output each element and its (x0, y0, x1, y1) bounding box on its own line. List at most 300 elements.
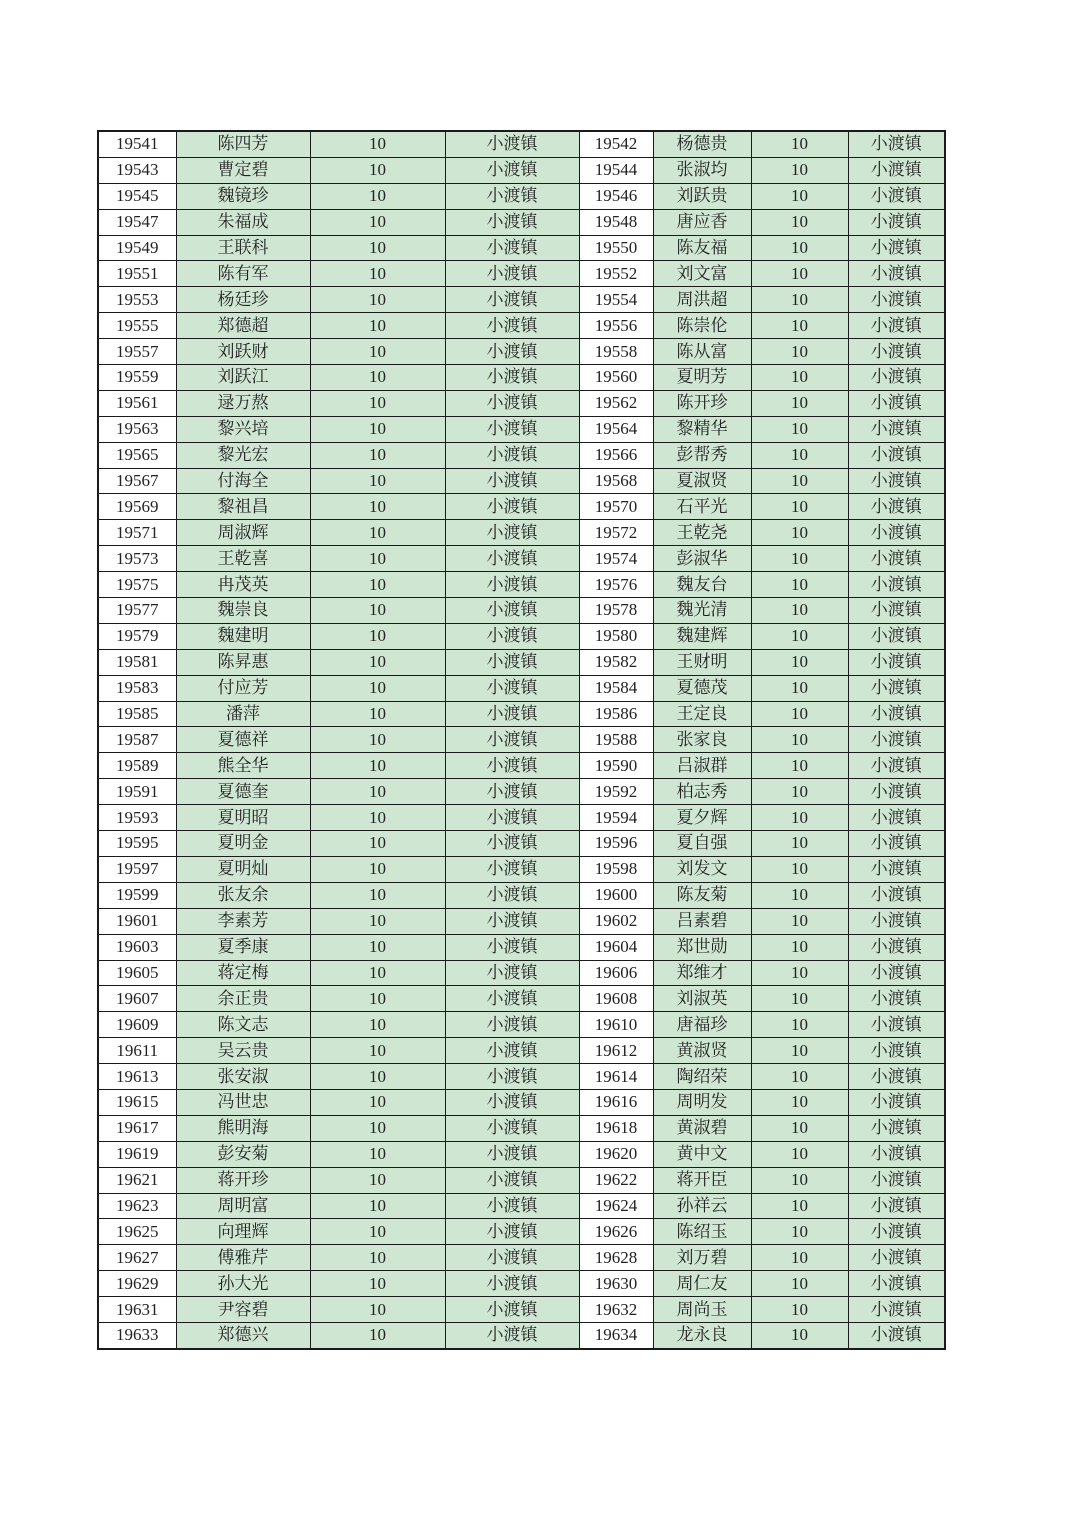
left-amount-cell: 10 (310, 934, 445, 960)
left-town-cell: 小渡镇 (445, 1245, 579, 1271)
right-town-cell: 小渡镇 (848, 1297, 945, 1323)
left-name-cell: 陈昇惠 (176, 649, 310, 675)
left-name-cell: 蒋开珍 (176, 1167, 310, 1193)
right-id-cell: 19600 (579, 882, 653, 908)
right-town-cell: 小渡镇 (848, 623, 945, 649)
right-name-cell: 魏建辉 (653, 623, 751, 649)
right-name-cell: 黎精华 (653, 416, 751, 442)
left-id-cell: 19563 (98, 416, 176, 442)
left-town-cell: 小渡镇 (445, 701, 579, 727)
table-row (98, 261, 945, 287)
right-name-cell: 郑维才 (653, 960, 751, 986)
right-id-cell: 19568 (579, 468, 653, 494)
left-amount-cell: 10 (310, 1012, 445, 1038)
right-name-cell: 陈从富 (653, 339, 751, 365)
left-amount-cell: 10 (310, 753, 445, 779)
left-amount-cell: 10 (310, 494, 445, 520)
left-amount-cell: 10 (310, 960, 445, 986)
left-town-cell: 小渡镇 (445, 261, 579, 287)
left-id-cell: 19567 (98, 468, 176, 494)
right-amount-cell: 10 (751, 1297, 848, 1323)
left-id-cell: 19543 (98, 157, 176, 183)
left-id-cell: 19553 (98, 287, 176, 313)
right-name-cell: 彭帮秀 (653, 442, 751, 468)
right-name-cell: 唐应香 (653, 209, 751, 235)
left-id-cell: 19619 (98, 1141, 176, 1167)
left-town-cell: 小渡镇 (445, 131, 579, 157)
left-id-cell: 19577 (98, 598, 176, 624)
right-id-cell: 19552 (579, 261, 653, 287)
right-name-cell: 陈友菊 (653, 882, 751, 908)
right-amount-cell: 10 (751, 1219, 848, 1245)
right-amount-cell: 10 (751, 649, 848, 675)
right-amount-cell: 10 (751, 701, 848, 727)
right-town-cell: 小渡镇 (848, 1089, 945, 1115)
right-amount-cell: 10 (751, 1012, 848, 1038)
left-town-cell: 小渡镇 (445, 416, 579, 442)
table-row (98, 1245, 945, 1271)
right-name-cell: 陶绍荣 (653, 1064, 751, 1090)
left-town-cell: 小渡镇 (445, 157, 579, 183)
left-name-cell: 孙大光 (176, 1271, 310, 1297)
right-town-cell: 小渡镇 (848, 261, 945, 287)
left-name-cell: 陈有军 (176, 261, 310, 287)
left-name-cell: 夏明金 (176, 831, 310, 857)
left-name-cell: 蒋定梅 (176, 960, 310, 986)
right-id-cell: 19556 (579, 313, 653, 339)
right-id-cell: 19618 (579, 1115, 653, 1141)
table-row (98, 1012, 945, 1038)
right-amount-cell: 10 (751, 960, 848, 986)
right-name-cell: 柏志秀 (653, 779, 751, 805)
left-id-cell: 19587 (98, 727, 176, 753)
right-id-cell: 19548 (579, 209, 653, 235)
left-amount-cell: 10 (310, 598, 445, 624)
right-name-cell: 周仁友 (653, 1271, 751, 1297)
table-row (98, 727, 945, 753)
left-name-cell: 彭安菊 (176, 1141, 310, 1167)
left-town-cell: 小渡镇 (445, 572, 579, 598)
right-id-cell: 19596 (579, 831, 653, 857)
left-name-cell: 刘跃江 (176, 365, 310, 391)
right-id-cell: 19612 (579, 1038, 653, 1064)
left-town-cell: 小渡镇 (445, 1271, 579, 1297)
left-amount-cell: 10 (310, 1297, 445, 1323)
left-name-cell: 熊明海 (176, 1115, 310, 1141)
right-id-cell: 19580 (579, 623, 653, 649)
right-amount-cell: 10 (751, 1064, 848, 1090)
right-name-cell: 孙祥云 (653, 1193, 751, 1219)
left-id-cell: 19613 (98, 1064, 176, 1090)
left-name-cell: 黎兴培 (176, 416, 310, 442)
table-row (98, 339, 945, 365)
left-town-cell: 小渡镇 (445, 313, 579, 339)
left-town-cell: 小渡镇 (445, 856, 579, 882)
right-town-cell: 小渡镇 (848, 649, 945, 675)
right-name-cell: 陈崇伦 (653, 313, 751, 339)
right-town-cell: 小渡镇 (848, 1038, 945, 1064)
left-id-cell: 19571 (98, 520, 176, 546)
right-town-cell: 小渡镇 (848, 1193, 945, 1219)
left-town-cell: 小渡镇 (445, 183, 579, 209)
left-name-cell: 周明富 (176, 1193, 310, 1219)
right-town-cell: 小渡镇 (848, 1141, 945, 1167)
right-amount-cell: 10 (751, 546, 848, 572)
right-amount-cell: 10 (751, 1038, 848, 1064)
left-name-cell: 逯万熬 (176, 390, 310, 416)
right-name-cell: 陈友福 (653, 235, 751, 261)
left-name-cell: 陈四芳 (176, 131, 310, 157)
left-amount-cell: 10 (310, 390, 445, 416)
left-name-cell: 周淑辉 (176, 520, 310, 546)
left-amount-cell: 10 (310, 416, 445, 442)
right-id-cell: 19630 (579, 1271, 653, 1297)
left-amount-cell: 10 (310, 339, 445, 365)
left-id-cell: 19603 (98, 934, 176, 960)
right-amount-cell: 10 (751, 779, 848, 805)
left-id-cell: 19589 (98, 753, 176, 779)
table-row (98, 753, 945, 779)
left-town-cell: 小渡镇 (445, 598, 579, 624)
right-amount-cell: 10 (751, 1115, 848, 1141)
left-id-cell: 19625 (98, 1219, 176, 1245)
right-id-cell: 19614 (579, 1064, 653, 1090)
left-name-cell: 付应芳 (176, 675, 310, 701)
right-amount-cell: 10 (751, 442, 848, 468)
right-id-cell: 19602 (579, 908, 653, 934)
table-row (98, 494, 945, 520)
left-id-cell: 19615 (98, 1089, 176, 1115)
left-id-cell: 19609 (98, 1012, 176, 1038)
right-amount-cell: 10 (751, 753, 848, 779)
right-town-cell: 小渡镇 (848, 494, 945, 520)
right-name-cell: 石平光 (653, 494, 751, 520)
left-amount-cell: 10 (310, 1115, 445, 1141)
left-amount-cell: 10 (310, 1167, 445, 1193)
left-name-cell: 付海全 (176, 468, 310, 494)
table-row (98, 1141, 945, 1167)
right-name-cell: 陈绍玉 (653, 1219, 751, 1245)
table-row (98, 209, 945, 235)
left-town-cell: 小渡镇 (445, 1115, 579, 1141)
left-id-cell: 19561 (98, 390, 176, 416)
right-name-cell: 魏光清 (653, 598, 751, 624)
right-amount-cell: 10 (751, 1193, 848, 1219)
left-amount-cell: 10 (310, 727, 445, 753)
table-row (98, 960, 945, 986)
left-town-cell: 小渡镇 (445, 960, 579, 986)
left-name-cell: 余正贵 (176, 986, 310, 1012)
table-row (98, 1089, 945, 1115)
left-town-cell: 小渡镇 (445, 805, 579, 831)
table-row (98, 1038, 945, 1064)
right-town-cell: 小渡镇 (848, 598, 945, 624)
left-id-cell: 19545 (98, 183, 176, 209)
left-id-cell: 19597 (98, 856, 176, 882)
right-id-cell: 19586 (579, 701, 653, 727)
left-id-cell: 19601 (98, 908, 176, 934)
right-id-cell: 19554 (579, 287, 653, 313)
table-row (98, 1115, 945, 1141)
left-id-cell: 19581 (98, 649, 176, 675)
left-amount-cell: 10 (310, 261, 445, 287)
right-amount-cell: 10 (751, 339, 848, 365)
right-id-cell: 19584 (579, 675, 653, 701)
right-name-cell: 彭淑华 (653, 546, 751, 572)
left-town-cell: 小渡镇 (445, 1193, 579, 1219)
left-town-cell: 小渡镇 (445, 235, 579, 261)
left-town-cell: 小渡镇 (445, 494, 579, 520)
right-id-cell: 19628 (579, 1245, 653, 1271)
left-id-cell: 19579 (98, 623, 176, 649)
left-id-cell: 19555 (98, 313, 176, 339)
right-id-cell: 19542 (579, 131, 653, 157)
table-row (98, 546, 945, 572)
left-amount-cell: 10 (310, 1193, 445, 1219)
right-id-cell: 19560 (579, 365, 653, 391)
right-town-cell: 小渡镇 (848, 1167, 945, 1193)
table-row (98, 908, 945, 934)
right-amount-cell: 10 (751, 1089, 848, 1115)
right-town-cell: 小渡镇 (848, 701, 945, 727)
left-id-cell: 19573 (98, 546, 176, 572)
right-town-cell: 小渡镇 (848, 209, 945, 235)
right-amount-cell: 10 (751, 183, 848, 209)
left-id-cell: 19583 (98, 675, 176, 701)
table-body (98, 131, 945, 1349)
left-amount-cell: 10 (310, 131, 445, 157)
right-town-cell: 小渡镇 (848, 1012, 945, 1038)
right-amount-cell: 10 (751, 623, 848, 649)
right-name-cell: 刘发文 (653, 856, 751, 882)
left-name-cell: 向理辉 (176, 1219, 310, 1245)
left-id-cell: 19631 (98, 1297, 176, 1323)
right-amount-cell: 10 (751, 520, 848, 546)
left-town-cell: 小渡镇 (445, 1219, 579, 1245)
right-id-cell: 19574 (579, 546, 653, 572)
table-row (98, 235, 945, 261)
right-amount-cell: 10 (751, 468, 848, 494)
table-row (98, 157, 945, 183)
left-town-cell: 小渡镇 (445, 623, 579, 649)
right-id-cell: 19604 (579, 934, 653, 960)
left-name-cell: 魏建明 (176, 623, 310, 649)
table-row (98, 520, 945, 546)
right-name-cell: 夏自强 (653, 831, 751, 857)
left-name-cell: 曹定碧 (176, 157, 310, 183)
right-town-cell: 小渡镇 (848, 934, 945, 960)
left-amount-cell: 10 (310, 623, 445, 649)
left-name-cell: 郑德超 (176, 313, 310, 339)
left-town-cell: 小渡镇 (445, 1012, 579, 1038)
left-name-cell: 张友余 (176, 882, 310, 908)
left-id-cell: 19627 (98, 1245, 176, 1271)
left-id-cell: 19593 (98, 805, 176, 831)
right-town-cell: 小渡镇 (848, 1322, 945, 1348)
right-id-cell: 19544 (579, 157, 653, 183)
table-row (98, 623, 945, 649)
right-id-cell: 19592 (579, 779, 653, 805)
left-id-cell: 19633 (98, 1322, 176, 1348)
left-amount-cell: 10 (310, 831, 445, 857)
left-id-cell: 19595 (98, 831, 176, 857)
left-amount-cell: 10 (310, 313, 445, 339)
table-row (98, 934, 945, 960)
right-town-cell: 小渡镇 (848, 986, 945, 1012)
right-id-cell: 19634 (579, 1322, 653, 1348)
left-name-cell: 夏明昭 (176, 805, 310, 831)
left-amount-cell: 10 (310, 287, 445, 313)
left-name-cell: 李素芳 (176, 908, 310, 934)
left-town-cell: 小渡镇 (445, 287, 579, 313)
right-name-cell: 张家良 (653, 727, 751, 753)
table-row (98, 675, 945, 701)
right-id-cell: 19570 (579, 494, 653, 520)
left-amount-cell: 10 (310, 805, 445, 831)
table-row (98, 882, 945, 908)
left-town-cell: 小渡镇 (445, 1141, 579, 1167)
right-amount-cell: 10 (751, 416, 848, 442)
left-amount-cell: 10 (310, 520, 445, 546)
right-amount-cell: 10 (751, 882, 848, 908)
left-id-cell: 19551 (98, 261, 176, 287)
right-amount-cell: 10 (751, 831, 848, 857)
right-amount-cell: 10 (751, 675, 848, 701)
right-id-cell: 19626 (579, 1219, 653, 1245)
left-town-cell: 小渡镇 (445, 727, 579, 753)
right-town-cell: 小渡镇 (848, 468, 945, 494)
right-town-cell: 小渡镇 (848, 131, 945, 157)
right-town-cell: 小渡镇 (848, 831, 945, 857)
left-id-cell: 19547 (98, 209, 176, 235)
left-name-cell: 王乾喜 (176, 546, 310, 572)
right-town-cell: 小渡镇 (848, 753, 945, 779)
right-town-cell: 小渡镇 (848, 675, 945, 701)
left-id-cell: 19557 (98, 339, 176, 365)
right-id-cell: 19606 (579, 960, 653, 986)
left-name-cell: 杨廷珍 (176, 287, 310, 313)
left-id-cell: 19565 (98, 442, 176, 468)
right-amount-cell: 10 (751, 1245, 848, 1271)
left-town-cell: 小渡镇 (445, 209, 579, 235)
right-town-cell: 小渡镇 (848, 546, 945, 572)
table-row (98, 1064, 945, 1090)
right-town-cell: 小渡镇 (848, 235, 945, 261)
right-amount-cell: 10 (751, 157, 848, 183)
left-id-cell: 19623 (98, 1193, 176, 1219)
left-amount-cell: 10 (310, 1245, 445, 1271)
table-row (98, 131, 945, 157)
left-amount-cell: 10 (310, 701, 445, 727)
left-town-cell: 小渡镇 (445, 468, 579, 494)
left-name-cell: 夏德祥 (176, 727, 310, 753)
left-id-cell: 19541 (98, 131, 176, 157)
left-name-cell: 吴云贵 (176, 1038, 310, 1064)
table-row (98, 986, 945, 1012)
table-row (98, 649, 945, 675)
right-id-cell: 19576 (579, 572, 653, 598)
right-name-cell: 刘淑英 (653, 986, 751, 1012)
left-amount-cell: 10 (310, 1271, 445, 1297)
left-amount-cell: 10 (310, 882, 445, 908)
left-town-cell: 小渡镇 (445, 1322, 579, 1348)
left-town-cell: 小渡镇 (445, 1038, 579, 1064)
right-town-cell: 小渡镇 (848, 1245, 945, 1271)
left-name-cell: 冉茂英 (176, 572, 310, 598)
left-amount-cell: 10 (310, 1064, 445, 1090)
right-amount-cell: 10 (751, 908, 848, 934)
table-row (98, 701, 945, 727)
left-id-cell: 19575 (98, 572, 176, 598)
right-amount-cell: 10 (751, 1271, 848, 1297)
right-town-cell: 小渡镇 (848, 572, 945, 598)
left-amount-cell: 10 (310, 209, 445, 235)
left-amount-cell: 10 (310, 442, 445, 468)
left-amount-cell: 10 (310, 675, 445, 701)
right-name-cell: 周尚玉 (653, 1297, 751, 1323)
right-name-cell: 吕淑群 (653, 753, 751, 779)
left-amount-cell: 10 (310, 1089, 445, 1115)
right-id-cell: 19558 (579, 339, 653, 365)
left-amount-cell: 10 (310, 1141, 445, 1167)
left-id-cell: 19559 (98, 365, 176, 391)
left-name-cell: 王联科 (176, 235, 310, 261)
table-row (98, 856, 945, 882)
right-id-cell: 19562 (579, 390, 653, 416)
right-id-cell: 19582 (579, 649, 653, 675)
left-amount-cell: 10 (310, 649, 445, 675)
table-row (98, 1271, 945, 1297)
right-town-cell: 小渡镇 (848, 856, 945, 882)
right-amount-cell: 10 (751, 727, 848, 753)
table-row (98, 287, 945, 313)
left-name-cell: 魏崇良 (176, 598, 310, 624)
right-name-cell: 黄淑碧 (653, 1115, 751, 1141)
left-amount-cell: 10 (310, 468, 445, 494)
right-town-cell: 小渡镇 (848, 1271, 945, 1297)
right-town-cell: 小渡镇 (848, 882, 945, 908)
right-id-cell: 19594 (579, 805, 653, 831)
left-name-cell: 潘萍 (176, 701, 310, 727)
left-name-cell: 夏德奎 (176, 779, 310, 805)
left-town-cell: 小渡镇 (445, 882, 579, 908)
right-amount-cell: 10 (751, 934, 848, 960)
right-amount-cell: 10 (751, 261, 848, 287)
left-name-cell: 夏明灿 (176, 856, 310, 882)
left-amount-cell: 10 (310, 365, 445, 391)
left-id-cell: 19607 (98, 986, 176, 1012)
right-id-cell: 19546 (579, 183, 653, 209)
table-row (98, 468, 945, 494)
left-town-cell: 小渡镇 (445, 779, 579, 805)
left-amount-cell: 10 (310, 235, 445, 261)
left-name-cell: 黎祖昌 (176, 494, 310, 520)
right-name-cell: 周明发 (653, 1089, 751, 1115)
right-town-cell: 小渡镇 (848, 1064, 945, 1090)
right-amount-cell: 10 (751, 598, 848, 624)
left-id-cell: 19585 (98, 701, 176, 727)
left-id-cell: 19599 (98, 882, 176, 908)
table-row (98, 779, 945, 805)
left-name-cell: 尹容碧 (176, 1297, 310, 1323)
left-name-cell: 陈文志 (176, 1012, 310, 1038)
left-town-cell: 小渡镇 (445, 546, 579, 572)
right-id-cell: 19572 (579, 520, 653, 546)
right-name-cell: 夏淑贤 (653, 468, 751, 494)
right-name-cell: 刘万碧 (653, 1245, 751, 1271)
left-name-cell: 熊全华 (176, 753, 310, 779)
right-name-cell: 刘跃贵 (653, 183, 751, 209)
